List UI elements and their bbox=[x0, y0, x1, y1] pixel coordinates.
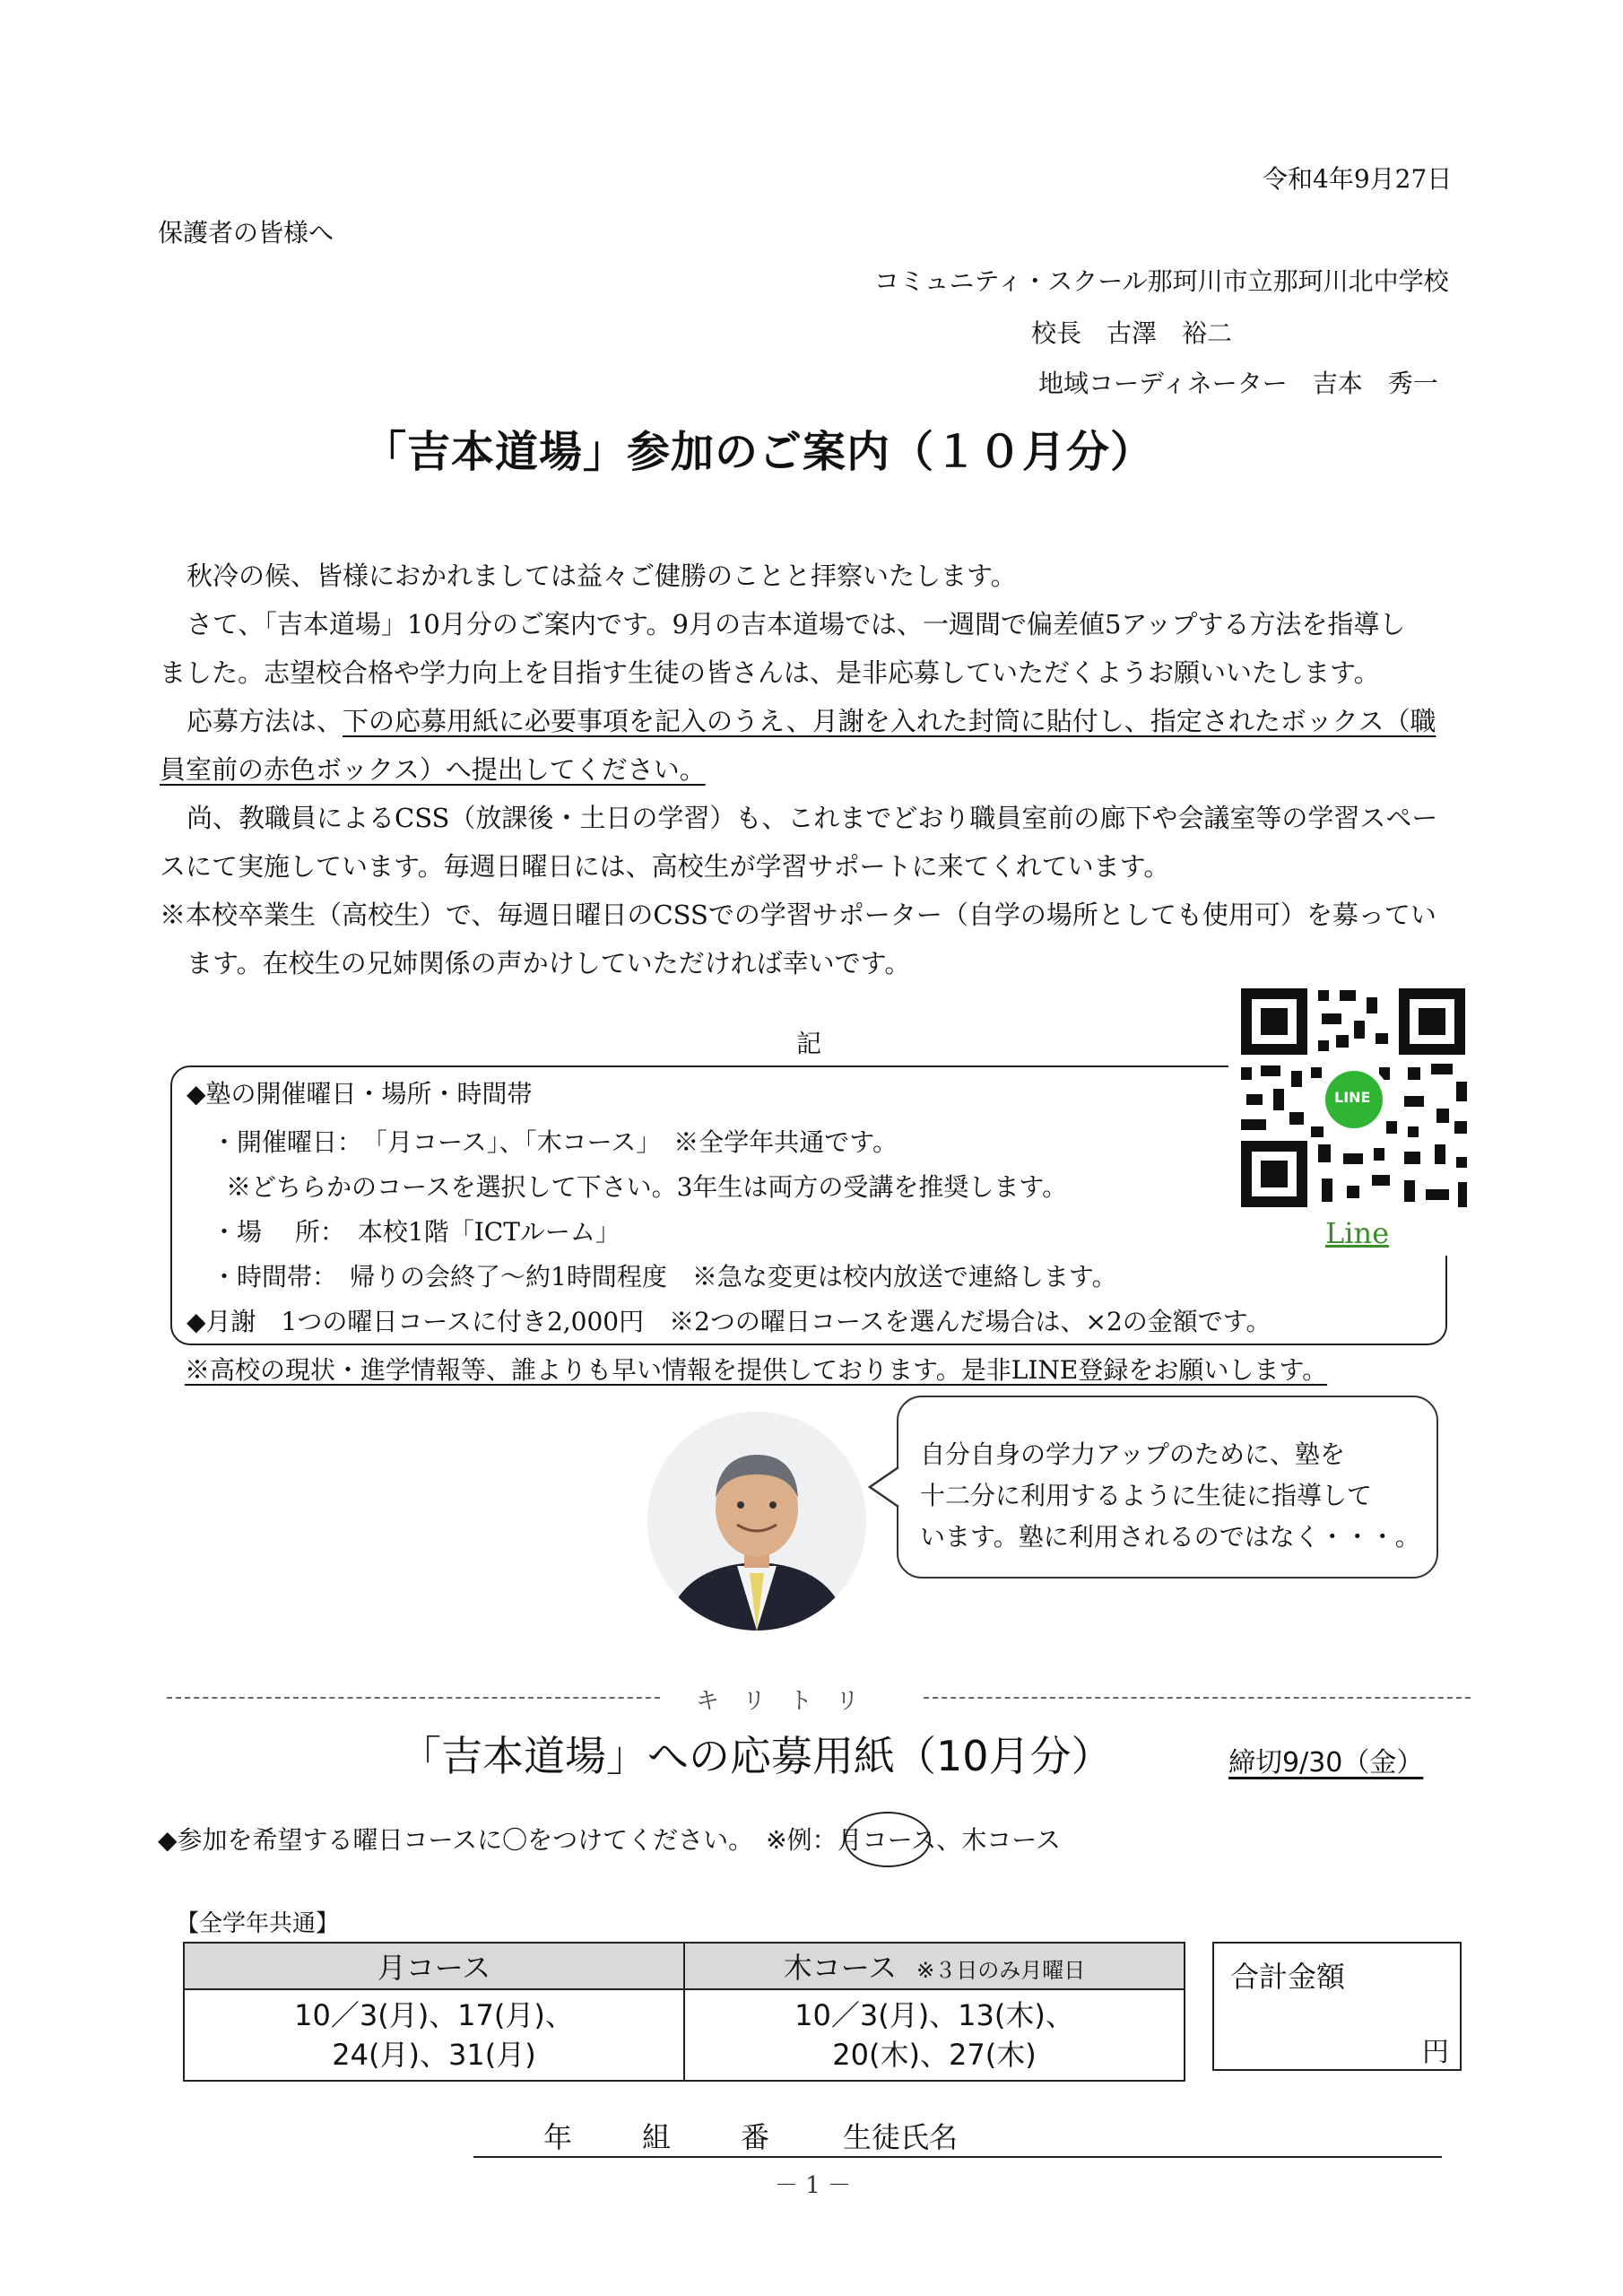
line-caption: Line bbox=[1325, 1216, 1390, 1250]
form-instruction bbox=[158, 1821, 1061, 1857]
greeting: 秋冷の候、皆様におかれましては益々ご健勝のことと拝察いたします。 bbox=[187, 561, 1017, 591]
sender-coordinator: 地域コーディネーター 吉本 秀一 bbox=[1038, 369, 1438, 398]
paragraph-3-underlined-1: 下の応募用紙に必要事項を記入のうえ、月謝を入れた封筒に貼付し、指定されたボックス（職 bbox=[343, 706, 1436, 736]
sender-school: コミュニティ・スクール那珂川市立那珂川北中学校 bbox=[874, 266, 1449, 296]
monday-dates-line-1: 10／3(月)、17(月)、 bbox=[294, 1998, 574, 2032]
details-heading: ◆塾の開催曜日・場所・時間帯 bbox=[187, 1079, 533, 1109]
cut-line-label: キ リ ト リ bbox=[696, 1688, 860, 1715]
yen-label: 円 bbox=[1422, 2037, 1449, 2068]
name-class: 組 bbox=[642, 2120, 672, 2154]
paragraph-3-underlined-2: 員室前の赤色ボックス）へ提出してください。 bbox=[160, 754, 706, 785]
date: 令和4年9月27日 bbox=[1263, 164, 1453, 194]
example-circle-mark bbox=[845, 1812, 931, 1867]
person-portrait-icon bbox=[647, 1412, 866, 1631]
details-days: ・開催曜日： 「月コース」、「木コース」 ※全学年共通です。 bbox=[212, 1127, 898, 1157]
example-circled bbox=[838, 1821, 937, 1857]
bubble-line-3: います。塾に利用されるのではなく・・・。 bbox=[920, 1522, 1420, 1552]
course-table bbox=[183, 1942, 1185, 2082]
details-days-note: ※どちらかのコースを選択して下さい。3年生は両方の受講を推奨します。 bbox=[226, 1172, 1068, 1202]
bubble-line-2: 十二分に利用するように生徒に指導して bbox=[920, 1481, 1373, 1510]
thursday-dates-line-1: 10／3(月)、13(木)、 bbox=[794, 1998, 1074, 2032]
paragraph-3-line-1 bbox=[160, 697, 1478, 745]
form-title: 「吉本道場」への応募用紙（10月分） bbox=[400, 1732, 1113, 1780]
example-circled-text: 月コース bbox=[837, 1825, 937, 1855]
name-underline[interactable] bbox=[473, 2156, 1442, 2158]
sender-principal: 校長 古澤 裕二 bbox=[1031, 318, 1233, 348]
thursday-course-note: ※３日のみ月曜日 bbox=[916, 1958, 1086, 1983]
name-number: 番 bbox=[741, 2120, 770, 2154]
coordinator-photo bbox=[647, 1412, 866, 1631]
monday-course-header-text: 月コース bbox=[377, 1951, 491, 1985]
monday-dates-line-2: 24(月)、31(月) bbox=[332, 2038, 536, 2072]
note-line-2: ます。在校生の兄姉関係の声かけしていただければ幸いです。 bbox=[187, 948, 911, 978]
paragraph-3-prefix: 応募方法は、 bbox=[187, 706, 343, 736]
thursday-course-header-text: 木コース bbox=[783, 1951, 898, 1985]
paragraph-3-line-2 bbox=[160, 745, 1478, 794]
speech-bubble-tail bbox=[866, 1464, 902, 1518]
recipient: 保護者の皆様へ bbox=[158, 218, 334, 248]
details-fee: ◆月謝 1つの曜日コースに付き2,000円 ※2つの曜日コースを選んだ場合は、×2の金額です。 bbox=[187, 1307, 1271, 1336]
body-text bbox=[160, 552, 1478, 987]
name-year: 年 bbox=[543, 2120, 573, 2154]
details-place: ・場 所： 本校1階「ICTルーム」 bbox=[212, 1217, 621, 1247]
form-deadline: 締切9/30（金） bbox=[1228, 1747, 1424, 1779]
paragraph-2-line-1: さて、「吉本道場」10月分のご案内です。9月の吉本道場では、一週間で偏差値5アップする方法を指導し bbox=[187, 609, 1406, 639]
paragraph-2-line-2: ました。志望校合格や学力向上を目指す生徒の皆さんは、是非応募していただくようお願いいたします。 bbox=[160, 657, 1380, 688]
thursday-dates-line-2: 20(木)、27(木) bbox=[832, 2038, 1037, 2072]
details-time: ・時間帯： 帰りの会終了～約1時間程度 ※急な変更は校内放送で連絡します。 bbox=[212, 1262, 1117, 1292]
cut-line-left bbox=[167, 1697, 660, 1699]
line-badge: LINE bbox=[1334, 1089, 1371, 1106]
instruction-text: ◆参加を希望する曜日コースに〇をつけてください。 ※例： bbox=[158, 1825, 838, 1855]
note-line-1: ※本校卒業生（高校生）で、毎週日曜日のCSSでの学習サポーター（自学の場所としても使用可）を募ってい bbox=[160, 900, 1436, 930]
example-rest: 、木コース bbox=[936, 1825, 1061, 1855]
total-amount-label: 合計金額 bbox=[1230, 1960, 1346, 1994]
thursday-course-dates[interactable] bbox=[684, 1989, 1185, 2081]
bubble-line-1: 自分自身の学力アップのために、塾を bbox=[920, 1439, 1346, 1469]
line-registration-note: ※高校の現状・進学情報等、誰よりも早い情報を提供しております。是非LINE登録をお願いします。 bbox=[185, 1355, 1328, 1385]
thursday-course-header[interactable] bbox=[684, 1943, 1185, 1989]
page-number: － 1 － bbox=[775, 2172, 852, 2199]
grade-group-label: 【全学年共通】 bbox=[176, 1910, 340, 1937]
monday-course-header[interactable] bbox=[184, 1943, 684, 1989]
cut-line-right bbox=[924, 1697, 1471, 1699]
paragraph-4-line-1: 尚、教職員によるCSS（放課後・土日の学習）も、これまでどおり職員室前の廊下や会議室等の学習スペー bbox=[187, 803, 1438, 833]
monday-course-dates[interactable] bbox=[184, 1989, 684, 2081]
ki-heading: 記 bbox=[796, 1029, 822, 1058]
student-name-label: 生徒氏名 bbox=[843, 2120, 959, 2154]
paragraph-4-line-2: スにて実施しています。毎週日曜日には、高校生が学習サポートに来てくれています。 bbox=[160, 851, 1170, 882]
line-qr-code[interactable] bbox=[1228, 978, 1480, 1256]
page-title: 「吉本道場」参加のご案内（１０月分） bbox=[363, 427, 1155, 477]
total-amount-box[interactable] bbox=[1212, 1942, 1462, 2071]
